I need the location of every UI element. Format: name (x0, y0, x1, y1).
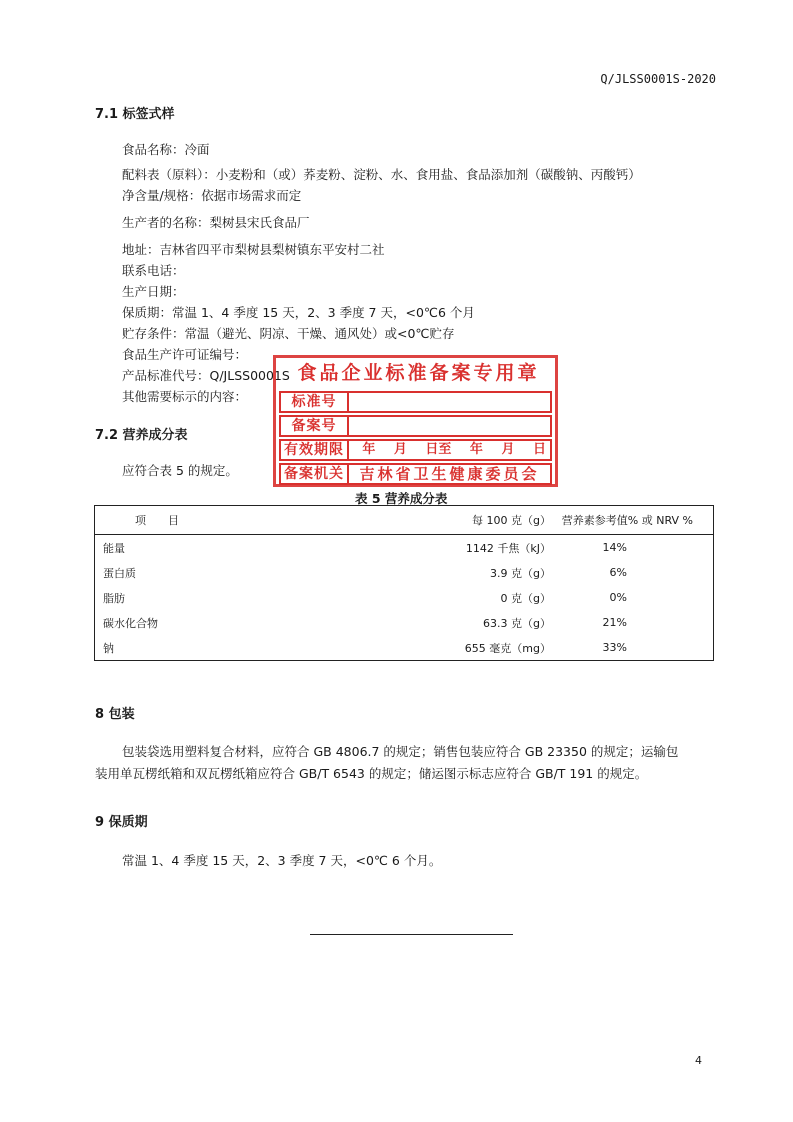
filing-stamp (273, 355, 558, 487)
section-8-paragraph-line: 装用单瓦楞纸箱和双瓦楞纸箱应符合 GB/T 6543 的规定；储运图示标志应符合 GB/T 191 的规定。 (95, 766, 648, 781)
section-8-paragraph-line: 包装袋选用塑料复合材料，应符合 GB 4806.7 的规定；销售包装应符合 GB 23350 的规定；运输包 (122, 744, 679, 759)
section-7-2-text: 应符合表 5 的规定。 (122, 463, 238, 478)
table-cell: 0% (609, 591, 627, 604)
table-cell: 14% (602, 541, 627, 554)
stamp-row (279, 463, 552, 485)
table-cell: 脂肪 (103, 591, 125, 605)
column-header: 项 目 (95, 506, 334, 535)
label-line-standard-code: 产品标准代号：Q/JLSS0001S (122, 368, 290, 383)
label-line-address: 地址：吉林省四平市梨树县梨树镇东平安村二社 (122, 242, 385, 257)
end-rule (310, 934, 513, 935)
table-cell: 碳水化合物 (103, 616, 158, 630)
table-cell: 6% (609, 566, 627, 579)
table-cell: 1142 千焦（kJ） (465, 541, 551, 555)
table-row (95, 635, 714, 661)
column-header: 营养素参考值% 或 NRV % (551, 506, 714, 535)
label-line-production-date: 生产日期： (122, 284, 185, 299)
stamp-value: 年 月 日至 年 月 日 (362, 442, 546, 457)
table-cell: 钠 (103, 641, 114, 655)
table-header-row (95, 506, 714, 535)
stamp-label: 备案机关 (281, 465, 349, 483)
stamp-row (279, 391, 552, 413)
label-line-shelf-life: 保质期：常温 1、4 季度 15 天，2、3 季度 7 天，<0℃6 个月 (122, 305, 475, 320)
stamp-row (279, 415, 552, 437)
table-row (95, 610, 714, 635)
section-7-2-heading: 7.2 营养成分表 (95, 428, 188, 443)
table-row (95, 560, 714, 585)
table-cell: 3.9 克（g） (490, 566, 551, 580)
table-cell: 能量 (103, 541, 125, 555)
stamp-value: 吉林省卫生健康委员会 (359, 465, 540, 483)
section-9-text: 常温 1、4 季度 15 天，2、3 季度 7 天，<0℃ 6 个月。 (122, 853, 442, 868)
stamp-value (353, 417, 546, 435)
label-line-producer: 生产者的名称：梨树县宋氏食品厂 (122, 215, 310, 230)
table-row (95, 535, 714, 561)
stamp-label: 有效期限 (281, 441, 349, 459)
table-cell: 蛋白质 (103, 566, 136, 580)
table-caption: 表 5 营养成分表 (355, 491, 448, 506)
stamp-title: 食品企业标准备案专用章 (297, 362, 540, 384)
column-header: 每 100 克（g） (333, 506, 551, 535)
label-line-ingredients: 配料表（原料）：小麦粉和（或）荞麦粉、淀粉、水、食用盐、食品添加剂（碳酸钠、丙酸钙） (122, 167, 641, 182)
stamp-row (279, 439, 552, 461)
section-8-heading: 8 包装 (95, 707, 135, 722)
table-row (95, 585, 714, 610)
section-9-heading: 9 保质期 (95, 815, 148, 830)
table-cell: 63.3 克（g） (483, 616, 551, 630)
label-line-net-content: 净含量/规格：依据市场需求而定 (122, 188, 302, 203)
stamp-value (353, 393, 546, 411)
table-cell: 21% (602, 616, 627, 629)
nutrition-table (94, 505, 714, 661)
document-code: Q/JLSS0001S-2020 (600, 72, 716, 86)
label-line-storage: 贮存条件：常温（避光、阴凉、干燥、通风处）或<0℃贮存 (122, 326, 455, 341)
page-number: 4 (695, 1054, 702, 1067)
label-line-phone: 联系电话： (122, 263, 185, 278)
table-cell: 0 克（g） (500, 591, 551, 605)
table-cell: 33% (602, 641, 627, 654)
stamp-label: 备案号 (281, 417, 349, 435)
section-7-1-heading: 7.1 标签式样 (95, 107, 175, 122)
label-line-license: 食品生产许可证编号： (122, 347, 248, 362)
table-cell: 655 毫克（mg） (464, 641, 551, 655)
stamp-label: 标准号 (281, 393, 349, 411)
label-line-food-name: 食品名称：冷面 (122, 142, 210, 157)
label-line-other: 其他需要标示的内容： (122, 389, 248, 404)
